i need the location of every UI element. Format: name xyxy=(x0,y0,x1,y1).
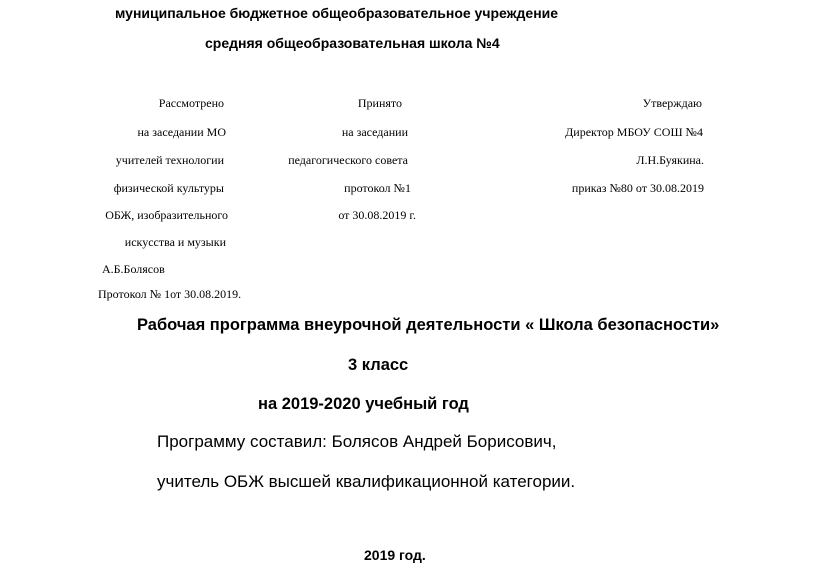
footer-year: 2019 год. xyxy=(364,547,426,563)
approval-right-line: Директор МБОУ СОШ №4 xyxy=(565,125,703,139)
approval-middle-line: Принято xyxy=(357,96,402,110)
approval-left-protocol: Протокол № 1от 30.08.2019. xyxy=(98,287,242,301)
approval-left-line: физической культуры xyxy=(113,181,224,195)
school-type-line: муниципальное бюджетное общеобразовательное учреждение xyxy=(115,5,559,21)
approval-middle-line: на заседании xyxy=(341,125,408,139)
approval-middle-line: от 30.08.2019 г. xyxy=(338,208,416,222)
author-name: Программу составил: Болясов Андрей Борисович, xyxy=(157,432,557,451)
approval-left-line: ОБЖ, изобразительного xyxy=(105,208,228,222)
approval-middle-line: педагогического совета xyxy=(288,153,408,167)
approval-left-line: искусства и музыки xyxy=(124,235,226,249)
approval-left-line: на заседании МО xyxy=(137,125,226,139)
approval-left-line: Рассмотрено xyxy=(158,96,224,110)
approval-left-signature: А.Б.Болясов xyxy=(102,262,165,276)
approval-left-line: учителей технологии xyxy=(115,153,224,167)
approval-middle-line: протокол №1 xyxy=(344,181,411,195)
program-year: на 2019-2020 учебный год xyxy=(258,395,469,413)
program-title: Рабочая программа внеурочной деятельности « Школа безопасности» xyxy=(137,316,720,334)
author-position: учитель ОБЖ высшей квалификационной категории. xyxy=(157,472,576,491)
approval-right-line: Л.Н.Буякина. xyxy=(636,153,704,167)
program-grade: 3 класс xyxy=(348,356,409,374)
approval-right-line: приказ №80 от 30.08.2019 xyxy=(571,181,704,195)
school-name-line: средняя общеобразовательная школа №4 xyxy=(205,35,500,51)
approval-right-line: Утверждаю xyxy=(642,96,702,110)
